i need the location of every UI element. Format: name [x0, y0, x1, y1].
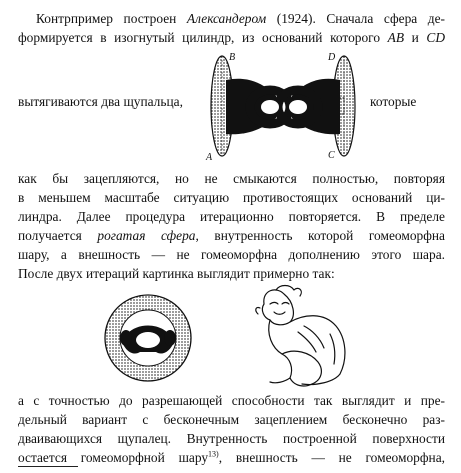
- text-segment: Контрпример построен: [36, 11, 187, 26]
- text-segment: , внутренность которой гомеоморфна: [195, 228, 445, 243]
- text-line-11: дельный вариант с бесконечным зацеплением бесконечно раз-: [18, 412, 445, 427]
- tentacle-left-hole: [261, 100, 279, 114]
- text-line-6: линдра. Далее процедура итерационно повторяется. В пределе: [18, 209, 445, 224]
- text-segment: остается гомеоморфной шару: [18, 450, 209, 465]
- ape-figure: [246, 282, 366, 390]
- text-line-3-left: вытягиваются два щупальца,: [18, 94, 183, 109]
- text-line-12: дваивающихся щупалец. Внутренность построенной поверхности: [18, 431, 445, 446]
- text-line-7: [18, 227, 445, 245]
- label-d: D: [328, 52, 336, 63]
- text-segment: формируется в изогнутый цилиндр, из оснований которого: [18, 30, 388, 45]
- horned-sphere-term: рогатая сфера: [97, 228, 196, 243]
- tentacle-right-hole: [289, 100, 307, 114]
- author-name: Александером: [186, 11, 267, 26]
- text-segment: , внешность — не гомеоморфна,: [218, 450, 445, 465]
- text-line-4: как бы зацепляются, но не смыкаются полностью, повторяя: [18, 171, 445, 186]
- base-label-cd: CD: [426, 30, 445, 45]
- label-c: C: [328, 150, 335, 161]
- text-line-2: [18, 29, 445, 47]
- text-line-10: а с точностью до разрешающей способности так выглядит и пре-: [18, 393, 445, 408]
- text-line-13: [18, 449, 445, 467]
- ring-figure: [100, 290, 196, 386]
- text-line-5: в меньшем масштабе ситуацию противостоящих оснований ци-: [18, 190, 445, 205]
- text-line-1: [36, 10, 445, 28]
- label-b: B: [229, 52, 236, 63]
- footnote-rule: [18, 466, 78, 467]
- footnote-ref[interactable]: 13): [208, 449, 219, 459]
- text-line-9: После двух итераций картинка выглядит примерно так:: [18, 266, 335, 281]
- base-label-ab: AB: [387, 30, 404, 45]
- text-line-8: шару, а внешность — не гомеоморфна дополнению этого шара.: [18, 247, 445, 262]
- text-segment: и: [404, 30, 427, 45]
- cylinder-tentacles-figure: [196, 50, 372, 170]
- label-a: A: [206, 152, 213, 163]
- text-line-3-right: которые: [370, 94, 417, 109]
- text-segment: получается: [18, 228, 98, 243]
- text-segment: (1924). Сначала сфера де-: [266, 11, 445, 26]
